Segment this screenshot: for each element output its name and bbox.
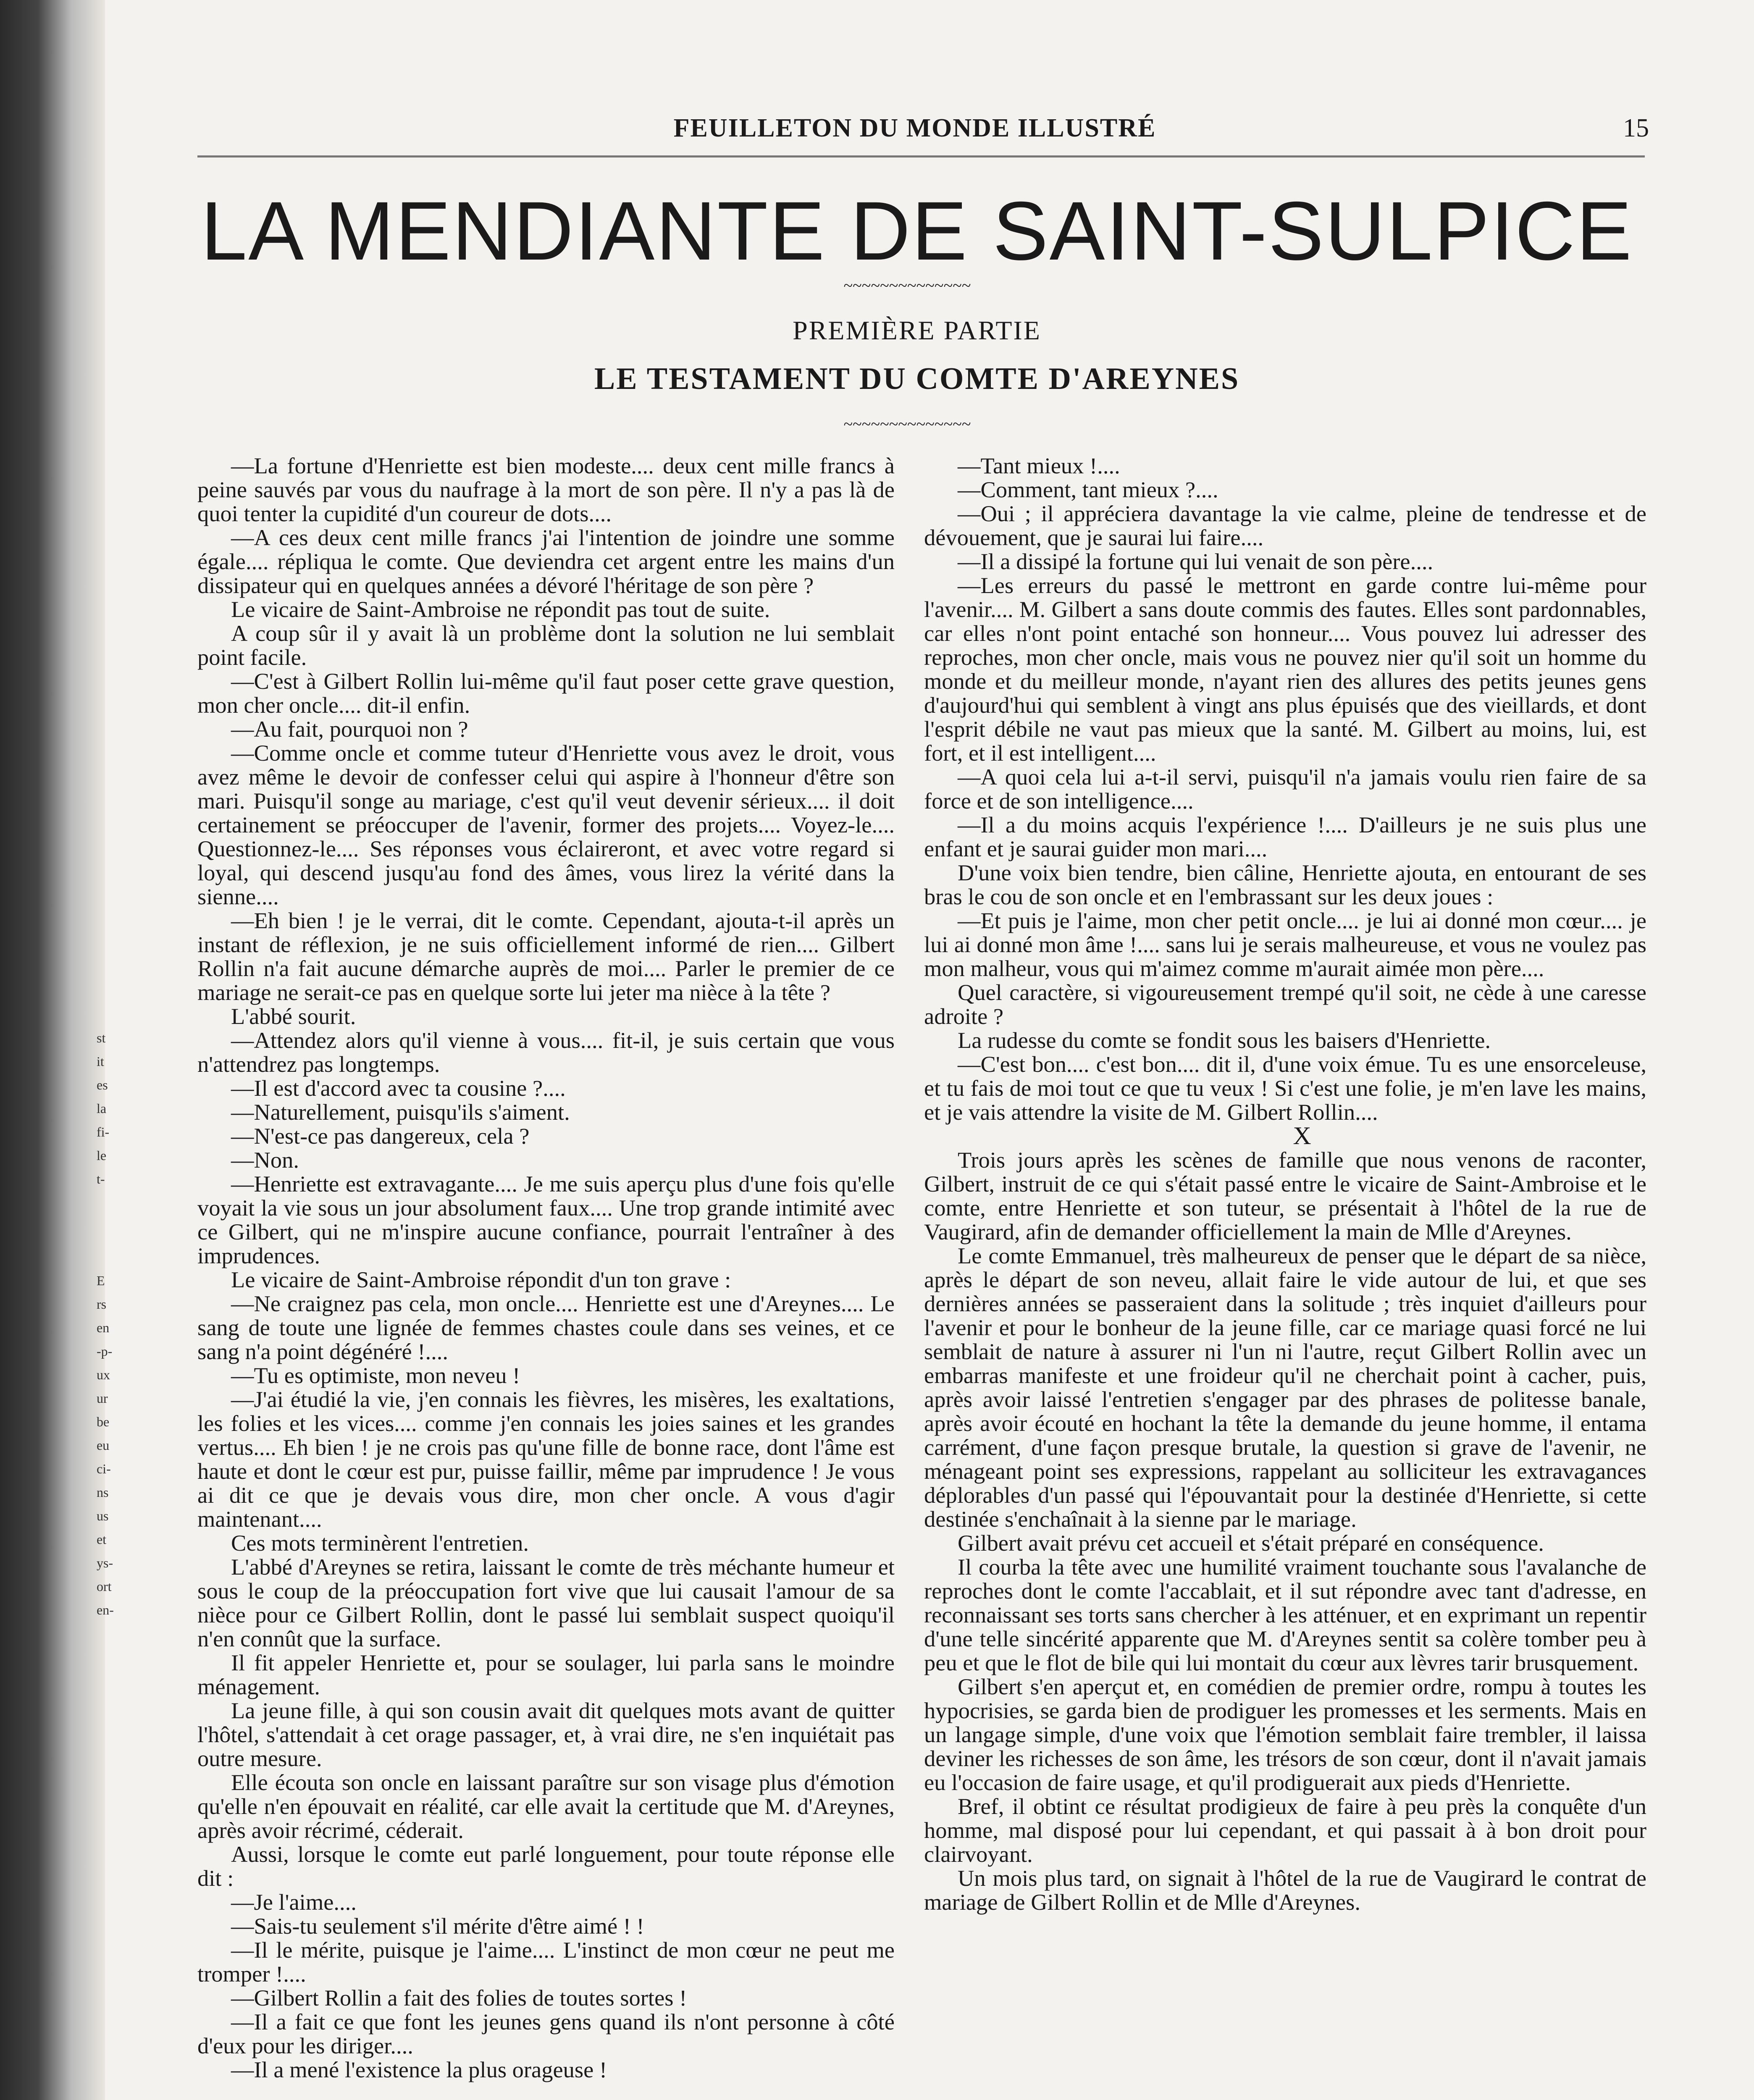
subtitle-flourish: ~~~~~~~~~~~~~~ — [843, 415, 971, 433]
margin-fragment: ur — [97, 1391, 108, 1406]
paragraph: —C'est à Gilbert Rollin lui-même qu'il faut poser cette grave question, mon cher oncle.... dit-il enfin. — [197, 668, 895, 718]
book-binding-edge — [0, 0, 105, 2100]
paragraph: Il fit appeler Henriette et, pour se soulager, lui parla sans le moindre ménagement. — [197, 1650, 895, 1699]
paragraph: La jeune fille, à qui son cousin avait dit quelques mots avant de quitter l'hôtel, s'attendait à cet orage passager, et, à vrai dire, ne s'en inquiétait pas outre mesure. — [197, 1698, 895, 1771]
left-column — [197, 454, 895, 2082]
right-column-chapter-x — [924, 1148, 1646, 1914]
adjacent-page-fragment — [97, 1029, 147, 1625]
part-heading: PREMIÈRE PARTIE — [793, 315, 1041, 345]
margin-fragment: t- — [97, 1171, 105, 1186]
margin-fragment: fi- — [97, 1124, 110, 1139]
paragraph: —C'est bon.... c'est bon.... dit il, d'une voix émue. Tu es une ensorceleuse, et tu fais de moi tout ce que tu veux ! Si c'est une folie, je m'en lave les mains, et je vais attendre la visite de M. Gilbert Rollin.... — [924, 1051, 1646, 1125]
paragraph: Gilbert avait prévu cet accueil et s'était préparé en conséquence. — [958, 1530, 1544, 1556]
paragraph: Elle écouta son oncle en laissant paraître sur son visage plus d'émotion qu'elle n'en épouvait en réalité, car elle avait la certitude que M. d'Areynes, après avoir récrimé, céderait. — [197, 1769, 895, 1843]
paragraph: —Sais-tu seulement s'il mérite d'être aimé ! ! — [231, 1913, 644, 1939]
margin-fragment: be — [97, 1414, 110, 1429]
paragraph: —Il le mérite, puisque je l'aime.... L'instinct de mon cœur ne peut me tromper !.... — [197, 1937, 895, 1987]
paragraph: —Il a fait ce que font les jeunes gens quand ils n'ont personne à côté d'eux pour les diriger.... — [197, 2009, 895, 2058]
paragraph: —Je l'aime.... — [231, 1889, 357, 1915]
paragraph: —Comme oncle et comme tuteur d'Henriette vous avez le droit, vous avez même le devoir de confesser celui qui aspire à l'honneur d'être son mari. Puisqu'il songe au mariage, c'est qu'il veut devenir sérieux.... il doit certainement se préoccuper de l'avenir, former des projets.... Voyez-le.... Questionnez-le.... Ses réponses vous éclaireront, et avec votre regard si loyal, qui descend jusqu'au fond des âmes, vous lirez la vérité dans la sienne.... — [197, 740, 895, 909]
margin-fragment: eu — [97, 1438, 110, 1453]
paragraph: —A quoi cela lui a-t-il servi, puisqu'il n'a jamais voulu rien faire de sa force et de son intelligence.... — [924, 764, 1646, 814]
margin-fragment: st — [97, 1030, 106, 1045]
margin-fragment: en — [97, 1320, 110, 1335]
paragraph: —Henriette est extravagante.... Je me suis aperçu plus d'une fois qu'elle voyait la vie sous un jour absolument faux.... Une trop grande intimité avec ce Gilbert, qui ne m'inspire aucune confiance, pourrait l'entraîner à des imprudences. — [197, 1171, 895, 1268]
feuilleton-title: LA MENDIANTE DE SAINT-SULPICE — [201, 184, 1633, 277]
margin-fragment: et — [97, 1532, 107, 1547]
paragraph: La rudesse du comte se fondit sous les baisers d'Henriette. — [958, 1027, 1491, 1053]
margin-fragment: ns — [97, 1485, 109, 1500]
paragraph: A coup sûr il y avait là un problème dont la solution ne lui semblait point facile. — [197, 620, 895, 670]
margin-fragment: ci- — [97, 1461, 111, 1476]
paragraph: —Comment, tant mieux ?.... — [958, 477, 1218, 502]
paragraph: Quel caractère, si vigoureusement trempé qu'il soit, ne cède à une caresse adroite ? — [924, 979, 1646, 1029]
margin-fragment: -p- — [97, 1344, 113, 1359]
margin-fragment: le — [97, 1148, 107, 1163]
margin-fragment: us — [97, 1508, 109, 1523]
page-header — [181, 113, 1649, 151]
paragraph: Le vicaire de Saint-Ambroise ne répondit pas tout de suite. — [231, 596, 770, 622]
paragraph: Gilbert s'en aperçut et, en comédien de premier ordre, rompu à toutes les hypocrisies, se garda bien de prodiguer les promesses et les serments. Mais en un langage simple, d'une voix que l'émotion semblait faire trembler, il laissa deviner les richesses de son âme, les trésors de son cœur, dont il n'avait jamais eu l'occasion de faire usage, et qu'il prodiguerait aux pieds d'Henriette. — [924, 1674, 1646, 1795]
page-number: 15 — [1623, 114, 1649, 142]
margin-fragment: ux — [97, 1367, 110, 1382]
paragraph: —Oui ; il appréciera davantage la vie calme, pleine de tendresse et de dévouement, que je saurai lui faire.... — [924, 501, 1646, 550]
header-rule — [197, 155, 1645, 158]
paragraph: —N'est-ce pas dangereux, cela ? — [231, 1123, 530, 1149]
paragraph: —Non. — [231, 1147, 299, 1173]
paragraph: Trois jours après les scènes de famille que nous venons de raconter, Gilbert, instruit de ce qui s'était passé entre le vicaire de Saint-Ambroise et le comte, entre Henriette et son tuteur, se présentait à l'hôtel de la rue de Vaugirard, afin de demander officiellement la main de Mlle d'Areynes. — [924, 1147, 1646, 1244]
paragraph: Le vicaire de Saint-Ambroise répondit d'un ton grave : — [231, 1267, 731, 1292]
paragraph: Ces mots terminèrent l'entretien. — [231, 1530, 529, 1556]
title-flourish: ~~~~~~~~~~~~~~ — [843, 276, 971, 295]
margin-fragment: en- — [97, 1602, 114, 1617]
paragraph: —A ces deux cent mille francs j'ai l'intention de joindre une somme égale.... répliqua le comte. Que deviendra cet argent entre les mains d'un dissipateur qui en quelques années a dévoré l'héritage de son père ? — [197, 525, 895, 598]
paragraph: L'abbé d'Areynes se retira, laissant le comte de très méchante humeur et sous le coup de la préoccupation fort vive que lui causait l'amour de sa nièce pour ce Gilbert Rollin, dont le passé lui semblait suspect quoiqu'il n'en connût que la surface. — [197, 1554, 895, 1651]
running-title: FEUILLETON DU MONDE ILLUSTRÉ — [673, 114, 1156, 142]
right-column — [924, 454, 1646, 1914]
margin-fragment: la — [97, 1101, 107, 1116]
paragraph: —Eh bien ! je le verrai, dit le comte. Cependant, ajouta-t-il après un instant de réflexion, je ne suis officiellement informé de rien.... Gilbert Rollin n'a fait aucune démarche auprès de moi.... Parler le premier de ce mariage ne serait-ce pas en quelque sorte lui jeter ma nièce à la tête ? — [197, 908, 895, 1005]
margin-fragment: it — [97, 1054, 104, 1069]
margin-fragment: ys- — [97, 1555, 113, 1570]
paragraph: Aussi, lorsque le comte eut parlé longuement, pour toute réponse elle dit : — [197, 1841, 895, 1891]
right-column-dialogue — [924, 454, 1646, 1124]
paragraph: —Attendez alors qu'il vienne à vous.... fit-il, je suis certain que vous n'attendrez pas longtemps. — [197, 1027, 895, 1077]
margin-fragment: es — [97, 1077, 108, 1092]
paragraph: —Il est d'accord avec ta cousine ?.... — [231, 1075, 566, 1101]
paragraph: —Naturellement, puisqu'ils s'aiment. — [231, 1099, 570, 1125]
paragraph: Un mois plus tard, on signait à l'hôtel de la rue de Vaugirard le contrat de mariage de Gilbert Rollin et de Mlle d'Areynes. — [924, 1865, 1646, 1915]
part-subtitle: LE TESTAMENT DU COMTE D'AREYNES — [594, 362, 1240, 396]
paragraph: —Et puis je l'aime, mon cher petit oncle.... je lui ai donné mon cœur.... je lui ai donné mon âme !.... sans lui je serais malheureuse, et vous ne voulez pas mon malheur, vous qui m'aimez comme m'aurait aimée mon père.... — [924, 908, 1646, 981]
margin-fragment: ort — [97, 1579, 112, 1594]
paragraph: —La fortune d'Henriette est bien modeste.... deux cent mille francs à peine sauvés par vous du naufrage à la mort de son père. Il n'y a pas là de quoi tenter la cupidité d'un coureur de dots.... — [197, 453, 895, 526]
paragraph: Il courba la tête avec une humilité vraiment touchante sous l'avalanche de reproches dont le comte l'accablait, et il sut répondre avec tant d'adresse, en reconnaissant ses torts sans chercher à les atténuer, et en exprimant un repentir d'une telle sincérité apparente que M. d'Areynes sentit sa colère tomber peu à peu et que le flot de bile qui lui montait du cœur aux lèvres tarir brusquement. — [924, 1554, 1646, 1675]
margin-fragment: E — [97, 1273, 105, 1288]
paragraph: —Il a du moins acquis l'expérience !.... D'ailleurs je ne suis plus une enfant et je saurai guider mon mari.... — [924, 812, 1646, 861]
chapter-number: X — [1293, 1122, 1311, 1150]
margin-fragment: rs — [97, 1297, 107, 1312]
paragraph: D'une voix bien tendre, bien câline, Henriette ajouta, en entourant de ses bras le cou de son oncle et en l'embrassant sur les deux joues : — [924, 860, 1646, 909]
paragraph: Le comte Emmanuel, très malheureux de penser que le départ de sa nièce, après le départ de son neveu, allait faire le vide autour de lui, et que ses dernières années se passeraient dans la solitude ; très inquiet d'ailleurs pour l'avenir et pour le bonheur de la jeune fille, car ce mariage quasi forcé ne lui semblait de nature à assurer ni l'un ni l'autre, reçut Gilbert Rollin avec un embarras manifeste et une froideur qu'il ne cherchait point à cacher, puis, après avoir laissé l'entretien s'engager par des phrases de politesse banale, après avoir écouté en hochant la tête la demande du jeune homme, il entama carrément, d'une façon presque brutale, la question si grave de l'avenir, ne ménageant point ses expressions, rappelant au solliciteur les extravagances déplorables d'un passé qui l'épouvantait pour la destinée d'Henriette, si cette destinée s'enchaînait à la sienne par le mariage. — [924, 1243, 1646, 1532]
paragraph: L'abbé sourit. — [231, 1003, 356, 1029]
paragraph: Bref, il obtint ce résultat prodigieux de faire à peu près la conquête d'un homme, mal disposé pour lui cependant, et qui passait à à bon droit pour clairvoyant. — [924, 1793, 1646, 1867]
paragraph: —J'ai étudié la vie, j'en connais les fièvres, les misères, les exaltations, les folies et les vices.... comme j'en connais les joies saines et les grandes vertus.... Eh bien ! je ne crois pas qu'une fille de bonne race, dont l'âme est haute et dont le cœur est pur, puisse faillir, même par imprudence ! Je vous ai dit ce que je devais vous dire, mon cher oncle. A vous d'agir maintenant.... — [197, 1386, 895, 1532]
paragraph: —Tu es optimiste, mon neveu ! — [231, 1362, 520, 1388]
paragraph: —Il a dissipé la fortune qui lui venait de son père.... — [958, 549, 1434, 574]
paragraph: —Ne craignez pas cela, mon oncle.... Henriette est une d'Areynes.... Le sang de toute une lignée de femmes chastes coule dans ses veines, et ce sang n'a point dégénéré !.... — [197, 1291, 895, 1364]
paragraph: —Il a mené l'existence la plus orageuse ! — [231, 2057, 607, 2082]
paragraph: —Tant mieux !.... — [958, 453, 1120, 478]
paragraph: —Au fait, pourquoi non ? — [231, 716, 468, 742]
paragraph: —Gilbert Rollin a fait des folies de toutes sortes ! — [231, 1985, 687, 2011]
paragraph: —Les erreurs du passé le mettront en garde contre lui-même pour l'avenir.... M. Gilbert a sans doute commis des fautes. Elles sont pardonnables, car elles n'ont point entaché son honneur.... Vous pouvez lui adresser des reproches, mon cher oncle, mais vous ne pouvez nier qu'il soit un homme du monde et du meilleur monde, n'ayant rien des allures des petits jeunes gens d'aujourd'hui qui semblent à vingt ans plus épuisés que des vieillards, et dont l'esprit débile ne vaut pas mieux que la santé. M. Gilbert au moins, lui, est fort, et il est intelligent.... — [924, 572, 1646, 766]
